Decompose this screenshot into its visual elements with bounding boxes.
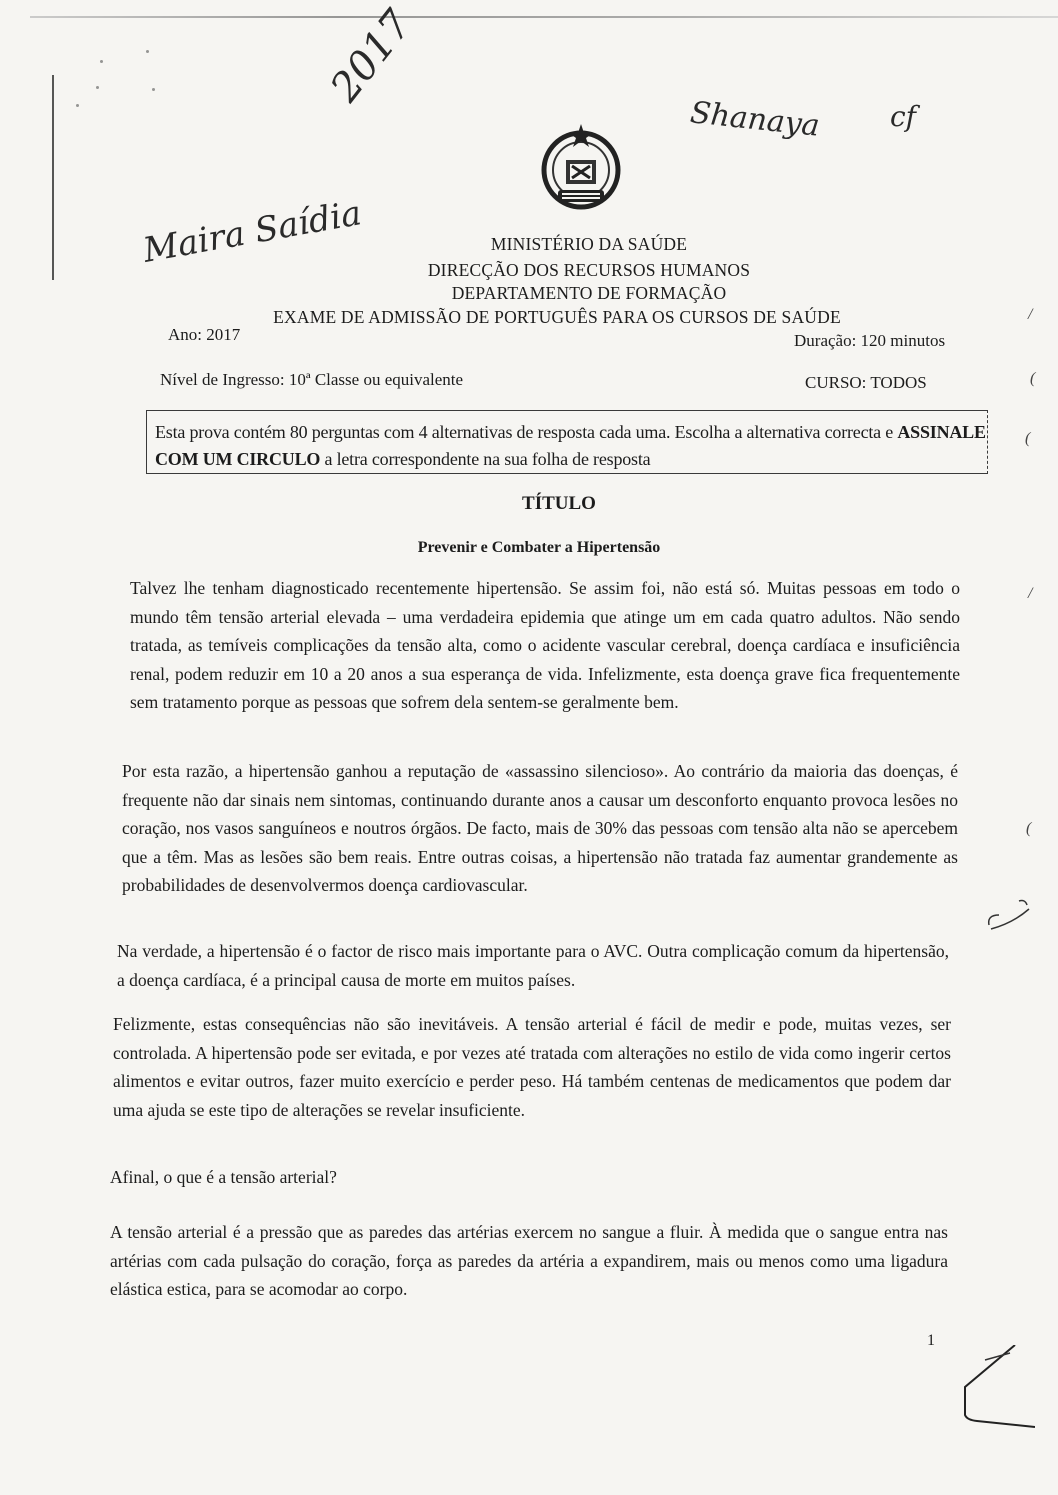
scan-speck xyxy=(76,104,79,107)
instructions-text xyxy=(155,419,987,473)
page-number: 1 xyxy=(927,1332,935,1349)
margin-mark: / xyxy=(1028,306,1033,323)
paragraph-4: Felizmente, estas consequências não são inevitáveis. A tensão arterial é fácil de medir e pode, muitas vezes, ser controlada. A hipertensão pode ser evitada, e por vezes até tratada com alterações no estilo de vida como ingerir certos alimentos e evitar outros, fazer muito exercício e perder peso. Há também centenas de medicamentos que podem dar uma ajuda se este tipo de alterações se revelar insuficiente. xyxy=(113,1014,951,1120)
exam-title: EXAME DE ADMISSÃO DE PORTUGUÊS PARA OS CURSOS DE SAÚDE xyxy=(273,307,841,327)
margin-mark: ( xyxy=(1025,430,1031,447)
paragraph-3: Na verdade, a hipertensão é o factor de risco mais importante para o AVC. Outra complicação comum da hipertensão, a doença cardíaca, é a principal causa de morte em muitos países. xyxy=(117,941,949,990)
margin-mark: ( xyxy=(1030,370,1036,387)
section-title: TÍTULO xyxy=(522,493,596,514)
margin-bracket-icon xyxy=(955,1345,1035,1430)
handwritten-name-left: Maira Saídia xyxy=(140,193,365,271)
scan-speck xyxy=(146,50,149,53)
instructions-part1: Esta prova contém 80 perguntas com 4 alternativas de resposta cada uma. Escolha a alternativa correcta e xyxy=(155,422,898,442)
margin-scribble-icon xyxy=(985,895,1035,935)
exam-duration: Duração: 120 minutos xyxy=(794,331,946,350)
text-subtitle: Prevenir e Combater a Hipertensão xyxy=(417,539,661,556)
scan-margin-line xyxy=(52,75,54,280)
department-heading: DEPARTAMENTO DE FORMAÇÃO xyxy=(451,283,727,303)
handwritten-initials: cf xyxy=(890,100,917,133)
scan-speck xyxy=(100,60,103,63)
margin-mark: / xyxy=(1028,585,1033,602)
scan-edge-line xyxy=(30,16,1058,18)
section-question: Afinal, o que é a tensão arterial? xyxy=(110,1167,337,1187)
margin-mark: ( xyxy=(1026,820,1032,837)
instructions-part2: a letra correspondente na sua folha de resposta xyxy=(320,449,651,469)
course: CURSO: TODOS xyxy=(805,373,927,392)
scan-speck xyxy=(96,86,99,89)
scan-speck xyxy=(152,88,155,91)
exam-year: Ano: 2017 xyxy=(168,325,241,344)
entry-level: Nível de Ingresso: 10ª Classe ou equivalente xyxy=(160,370,464,389)
handwritten-year: 2017 xyxy=(322,1,421,111)
ministry-heading: MINISTÉRIO DA SAÚDE xyxy=(490,234,688,254)
directorate-heading: DIRECÇÃO DOS RECURSOS HUMANOS xyxy=(427,260,751,280)
paragraph-1: Talvez lhe tenham diagnosticado recentemente hipertensão. Se assim foi, não está só. Muitas pessoas em todo o mundo têm tensão arterial elevada – uma verdadeira epidemia que atinge um em cada quatro adultos. Não sendo tratada, as temíveis complicações da tensão alta, como o acidente vascular cerebral, doença cardíaca e insuficiência renal, podem reduzir em 10 a 20 anos a sua esperança de vida. Infelizmente, esta doença grave fica frequentemente sem tratamento porque as pessoas que sofrem dela sentem-se geralmente bem. xyxy=(130,578,960,712)
instructions-box xyxy=(146,410,988,474)
handwritten-name-right: Shanaya xyxy=(688,95,822,144)
instructions-emphasis: ASSINALE COM UM CIRCULO xyxy=(155,422,986,469)
national-emblem-icon xyxy=(536,120,626,210)
paragraph-2: Por esta razão, a hipertensão ganhou a reputação de «assassino silencioso». Ao contrário da maioria das doenças, é frequente não dar sinais nem sintomas, continuando durante anos a causar um desconforto enquanto provoca lesões no coração, nos vasos sanguíneos e noutros órgãos. De facto, mais de 30% das pessoas com tensão alta não se apercebem que a têm. Mas as lesões são bem reais. Entre outras coisas, a hipertensão não tratada faz aumentar grandemente as probabilidades de desenvolvermos doença cardiovascular. xyxy=(122,761,958,895)
paragraph-5: A tensão arterial é a pressão que as paredes das artérias exercem no sangue a fluir. À medida que o sangue entra nas artérias com cada pulsação do coração, força as paredes da artéria a expandirem, mais ou menos como uma ligadura elástica estica, para se acomodar ao corpo. xyxy=(110,1222,948,1299)
